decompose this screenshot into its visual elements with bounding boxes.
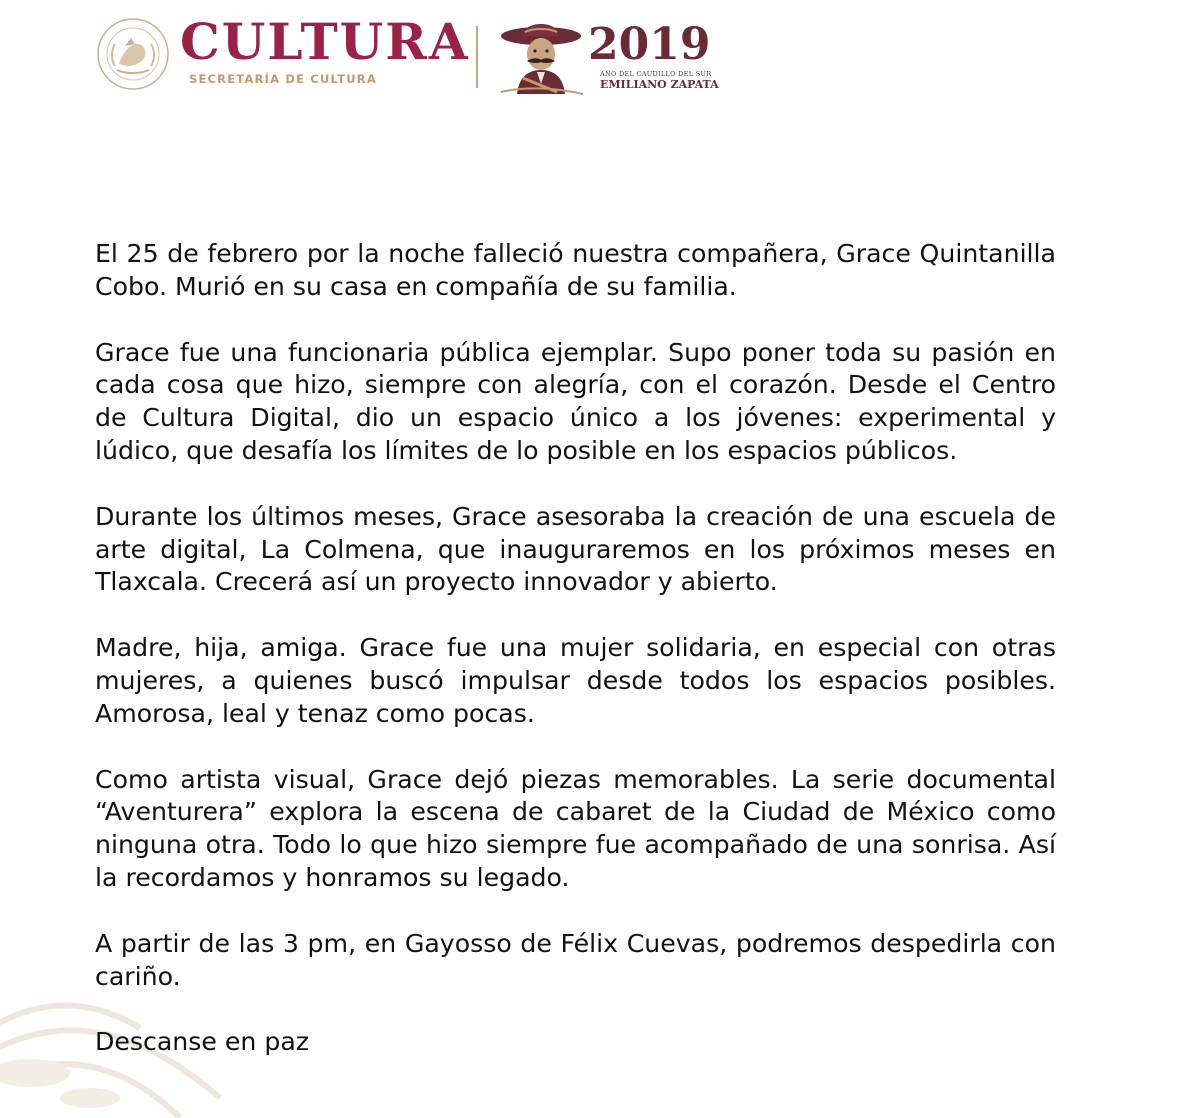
year-label: 2019 [588,19,711,70]
paragraph-public-service: Grace fue una funcionaria pública ejemplar. Supo poner toda su pasión en cada cosa que hizo, siempre con alegría, con el corazón. Desde el Centro de Cultura Digital, dio un espacio único a los jóvenes: experimental y lúdico, que desafía los límites de lo posible en los espacios públicos. [95,337,1056,465]
year-caption: AÑO DEL CAUDILLO DEL SUR [600,70,712,78]
paragraph-artist: Como artista visual, Grace dejó piezas memorables. La serie documental “Aventurera” explora la escena de cabaret de la Ciudad de México como ninguna otra. Todo lo que hizo siempre fue acompañado de una sonrisa. Así la recordamos y honramos su legado. [95,764,1056,892]
emiliano-zapata-portrait-icon [497,14,585,96]
paragraph-la-colmena: Durante los últimos meses, Grace asesoraba la creación de una escuela de arte digital, La Colmena, que inauguraremos en los próximos meses en Tlaxcala. Crecerá así un proyecto innovador y abierto. [95,501,1056,597]
paragraph-personal: Madre, hija, amiga. Grace fue una mujer solidaria, en especial con otras mujeres, a quienes buscó impulsar desde todos los espacios posibles. Amorosa, leal y tenaz como pocas. [95,633,1056,728]
closing-line: Descanse en paz [95,1027,309,1057]
paragraph-farewell-info: A partir de las 3 pm, en Gayosso de Félix Cuevas, podremos despedirla con cariño. [95,928,1056,991]
year-honoree-name: EMILIANO ZAPATA [600,78,719,91]
letterhead [0,0,1200,110]
letter-body [95,238,1056,1092]
paragraph-announcement: El 25 de febrero por la noche falleció nuestra compañera, Grace Quintanilla Cobo. Murió en su casa en compañía de su familia. [95,239,1056,301]
cultura-wordmark: CULTURA [180,12,470,71]
secretaria-de-cultura-label: SECRETARÍA DE CULTURA [189,72,377,86]
coat-of-arms-seal-icon [95,16,171,92]
logo-divider [476,26,478,88]
